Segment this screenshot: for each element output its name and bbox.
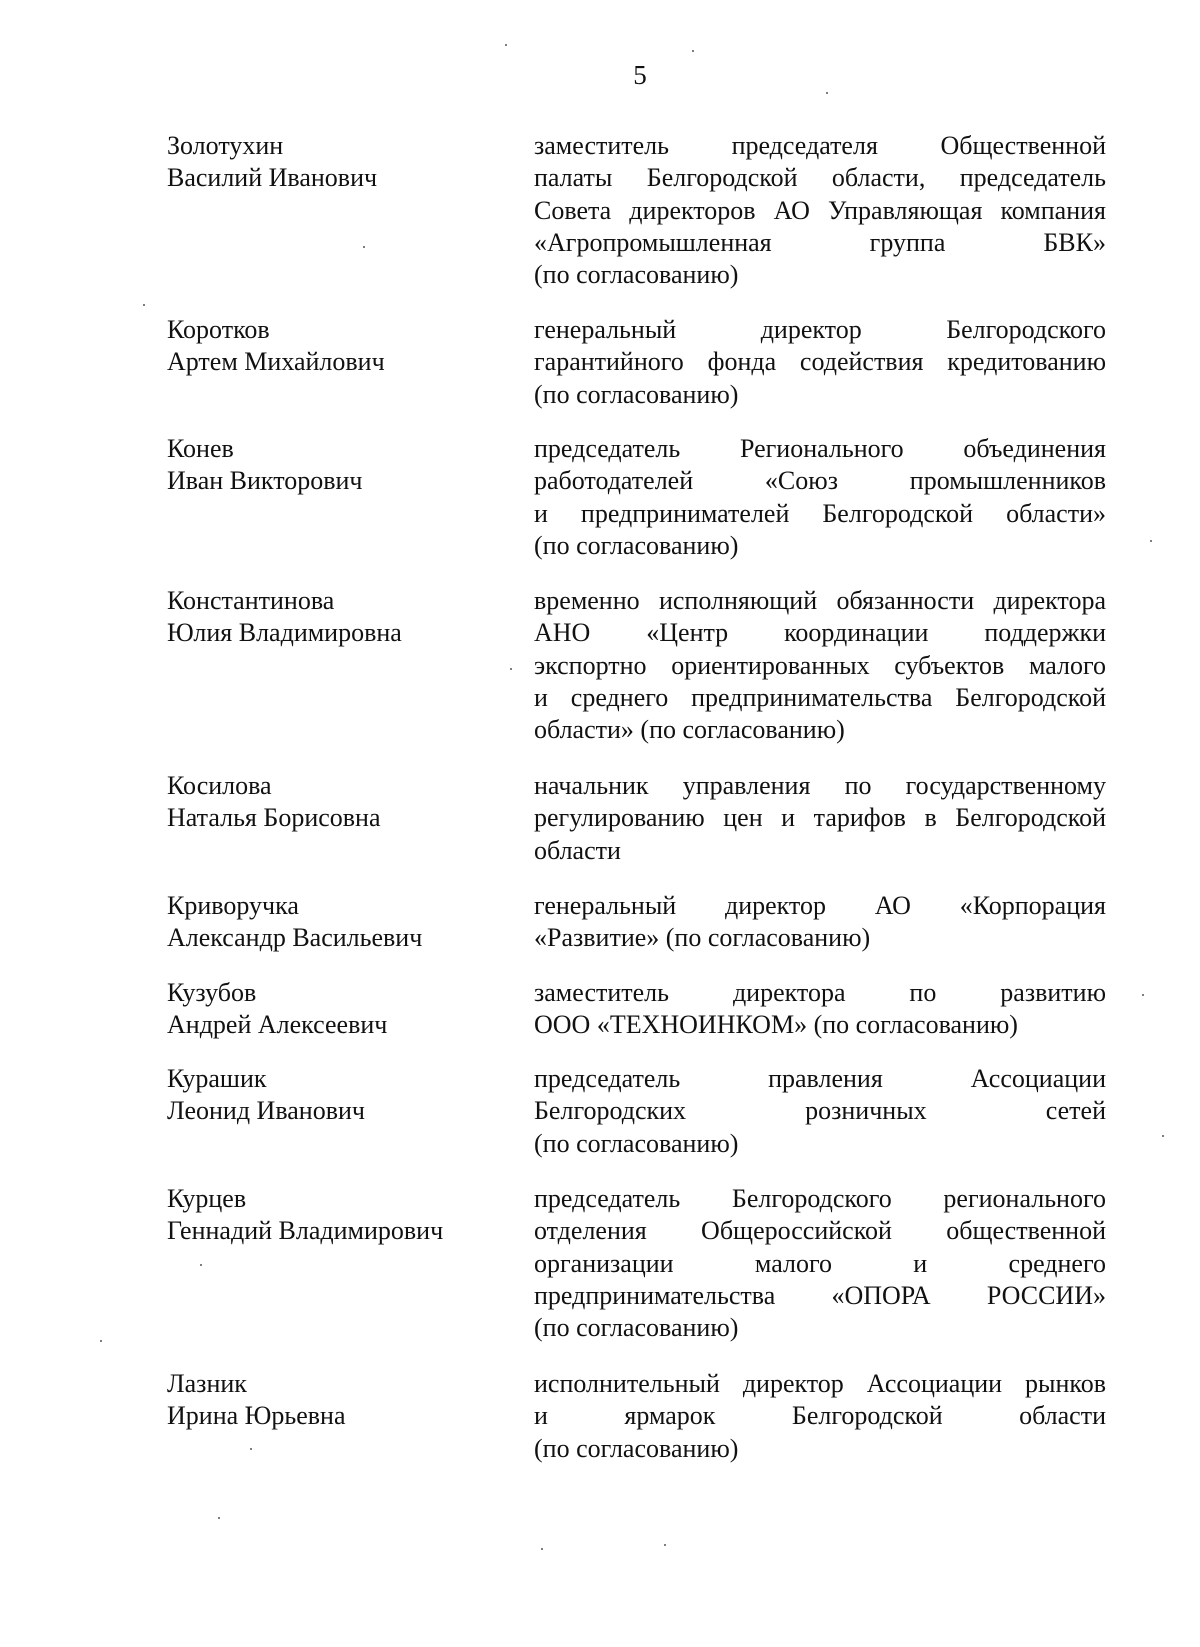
scan-speck [200, 1264, 202, 1266]
position-line: и предпринимателей Белгородской области» [534, 498, 1106, 528]
member-given-names: Юлия Владимировна [167, 618, 402, 647]
member-position [534, 1063, 1106, 1160]
position-line: гарантийного фонда содействия кредитованию [534, 347, 1106, 377]
position-line: (по согласованию) [534, 1313, 739, 1343]
member-surname: Кузубов [167, 978, 257, 1007]
position-line: «Агропромышленная группа БВК» [534, 227, 1106, 257]
scan-speck [1162, 1135, 1164, 1137]
position-line: (по согласованию) [534, 1128, 739, 1158]
position-line: работодателей «Союз промышленников [534, 466, 1106, 496]
scan-speck [826, 92, 828, 94]
position-line: ООО «ТЕХНОИНКОМ» (по согласованию) [534, 1010, 1018, 1040]
member-given-names: Наталья Борисовна [167, 803, 381, 832]
member-name [167, 130, 507, 194]
scan-speck [1150, 540, 1152, 542]
page-number: 5 [633, 60, 647, 90]
position-line: председатель Белгородского регионального [534, 1184, 1106, 1213]
member-surname: Золотухин [167, 131, 284, 160]
position-line: палаты Белгородской области, председатель [534, 163, 1106, 193]
member-name [167, 433, 507, 497]
member-surname: Конев [167, 434, 234, 463]
member-position [534, 1368, 1106, 1465]
position-line: (по согласованию) [534, 260, 739, 290]
position-line: заместитель председателя Общественной [534, 131, 1106, 160]
member-position [534, 1183, 1106, 1344]
member-surname: Курашик [167, 1064, 267, 1093]
member-given-names: Иван Викторович [167, 466, 363, 495]
position-line: Белгородских розничных сетей [534, 1096, 1106, 1126]
position-line: председатель правления Ассоциации [534, 1064, 1106, 1093]
scan-speck [143, 304, 145, 306]
position-line: «Развитие» (по согласованию) [534, 923, 871, 953]
member-position [534, 770, 1106, 867]
position-line: временно исполняющий обязанности директора [534, 586, 1106, 615]
position-line: (по согласованию) [534, 379, 739, 409]
position-line: (по согласованию) [534, 1433, 739, 1463]
member-name [167, 977, 507, 1041]
member-position [534, 890, 1106, 955]
member-name [167, 1063, 507, 1127]
scan-speck [218, 1517, 220, 1519]
position-line: заместитель директора по развитию [534, 978, 1106, 1007]
member-position [534, 433, 1106, 562]
member-name [167, 1368, 507, 1432]
scan-speck [100, 1340, 102, 1342]
position-line: генеральный директор Белгородского [534, 315, 1106, 344]
member-given-names: Геннадий Владимирович [167, 1216, 444, 1245]
scan-speck [1142, 994, 1144, 996]
position-line: и среднего предпринимательства Белгородской [534, 682, 1106, 712]
position-line: отделения Общероссийской общественной [534, 1216, 1106, 1246]
member-position [534, 977, 1106, 1042]
member-given-names: Ирина Юрьевна [167, 1401, 346, 1430]
position-line: Совета директоров АО Управляющая компания [534, 195, 1106, 225]
member-surname: Коротков [167, 315, 270, 344]
member-name [167, 314, 507, 378]
member-position [534, 130, 1106, 291]
member-surname: Лазник [167, 1369, 247, 1398]
position-line: АНО «Центр координации поддержки [534, 618, 1106, 648]
position-line: области» (по согласованию) [534, 715, 845, 745]
scan-speck [510, 668, 512, 670]
member-name [167, 585, 507, 649]
position-line: председатель Регионального объединения [534, 434, 1106, 463]
member-given-names: Василий Иванович [167, 163, 378, 192]
position-line: генеральный директор АО «Корпорация [534, 891, 1106, 920]
member-given-names: Андрей Алексеевич [167, 1010, 388, 1039]
position-line: организации малого и среднего [534, 1248, 1106, 1278]
member-surname: Константинова [167, 586, 335, 615]
member-surname: Криворучка [167, 891, 299, 920]
scan-speck [363, 246, 365, 248]
member-given-names: Артем Михайлович [167, 347, 385, 376]
scan-speck [505, 44, 507, 46]
member-surname: Курцев [167, 1184, 247, 1213]
scan-speck [664, 1544, 666, 1546]
position-line: экспортно ориентированных субъектов малого [534, 650, 1106, 680]
member-given-names: Леонид Иванович [167, 1096, 365, 1125]
member-position [534, 314, 1106, 411]
member-given-names: Александр Васильевич [167, 923, 423, 952]
position-line: предпринимательства «ОПОРА РОССИИ» [534, 1280, 1106, 1310]
position-line: исполнительный директор Ассоциации рынков [534, 1369, 1106, 1398]
position-line: (по согласованию) [534, 530, 739, 560]
position-line: и ярмарок Белгородской области [534, 1401, 1106, 1431]
position-line: области [534, 835, 621, 865]
scan-speck [692, 50, 694, 52]
member-name [167, 1183, 507, 1247]
position-line: начальник управления по государственному [534, 771, 1106, 800]
member-position [534, 585, 1106, 746]
member-name [167, 890, 507, 954]
scan-speck [541, 1548, 543, 1550]
scan-speck [250, 1448, 252, 1450]
position-line: регулированию цен и тарифов в Белгородской [534, 803, 1106, 833]
member-name [167, 770, 507, 834]
member-surname: Косилова [167, 771, 272, 800]
